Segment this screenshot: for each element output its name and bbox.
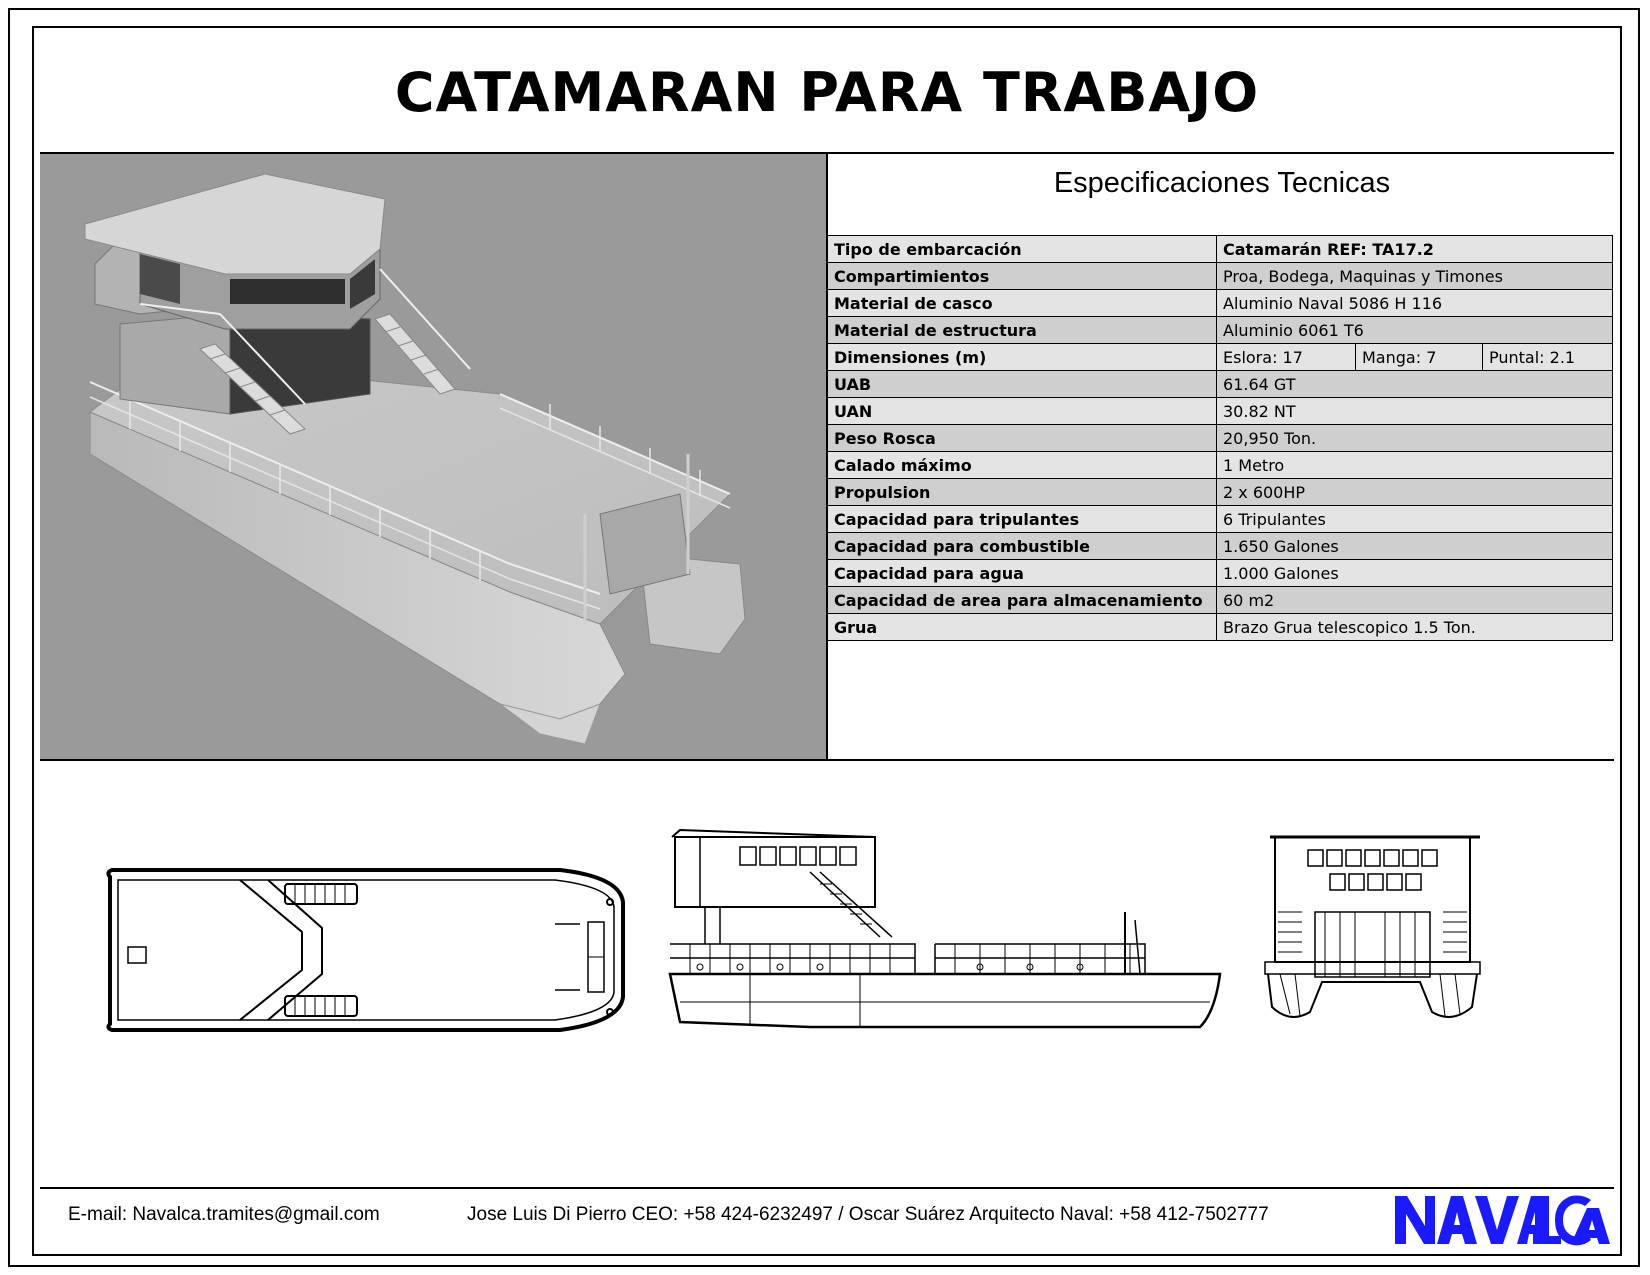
spec-value: 1 Metro	[1217, 452, 1613, 479]
spec-value: Catamarán REF: TA17.2	[1217, 236, 1613, 263]
spec-value: Aluminio 6061 T6	[1217, 317, 1613, 344]
table-row	[828, 344, 1613, 371]
spec-label: Propulsion	[828, 479, 1217, 506]
puntal-value: Puntal: 2.1	[1489, 347, 1576, 367]
footer-divider	[40, 1187, 1614, 1189]
table-row	[828, 452, 1613, 479]
spec-value: 1.650 Galones	[1217, 533, 1613, 560]
spec-label: Calado máximo	[828, 452, 1217, 479]
navalca-logo	[1395, 1194, 1610, 1246]
navalca-logo-image	[1395, 1194, 1610, 1246]
table-row	[828, 398, 1613, 425]
spec-label: Grua	[828, 614, 1217, 641]
table-row	[828, 614, 1613, 641]
spec-value: Aluminio Naval 5086 H 116	[1217, 290, 1613, 317]
specs-table	[827, 235, 1613, 641]
spec-value: 2 x 600HP	[1217, 479, 1613, 506]
spec-label: Material de estructura	[828, 317, 1217, 344]
table-row	[828, 317, 1613, 344]
spec-value: Brazo Grua telescopico 1.5 Ton.	[1217, 614, 1613, 641]
manga-value: Manga: 7	[1356, 344, 1483, 370]
spec-value: 20,950 Ton.	[1217, 425, 1613, 452]
table-row	[828, 236, 1613, 263]
page-title: CATAMARAN PARA TRABAJO	[394, 60, 1260, 124]
catamaran-3d-image	[40, 154, 826, 759]
table-row	[828, 371, 1613, 398]
table-row	[828, 560, 1613, 587]
drawings-svg	[40, 762, 1614, 1187]
plan-view-drawing	[108, 870, 623, 1030]
spec-label: UAN	[828, 398, 1217, 425]
spec-value: 61.64 GT	[1217, 371, 1613, 398]
specs-heading: Especificaciones Tecnicas	[1053, 166, 1391, 199]
table-row	[828, 479, 1613, 506]
spec-label: Capacidad de area para almacenamiento	[828, 587, 1217, 614]
spec-label: Tipo de embarcación	[828, 236, 1217, 263]
spec-label: Capacidad para agua	[828, 560, 1217, 587]
front-view-drawing	[1265, 837, 1480, 1017]
footer-email: E-mail: Navalca.tramites@gmail.com	[68, 1204, 380, 1225]
spec-value: 6 Tripulantes	[1217, 506, 1613, 533]
table-row	[828, 506, 1613, 533]
spec-label: UAB	[828, 371, 1217, 398]
technical-drawings	[40, 762, 1614, 1187]
table-row	[828, 290, 1613, 317]
spec-value: Proa, Bodega, Maquinas y Timones	[1217, 263, 1613, 290]
table-row	[828, 587, 1613, 614]
side-profile-drawing	[670, 830, 1220, 1027]
spec-value: 30.82 NT	[1217, 398, 1613, 425]
spec-value: 60 m2	[1217, 587, 1613, 614]
spec-label: Material de casco	[828, 290, 1217, 317]
spec-label: Compartimientos	[828, 263, 1217, 290]
footer-contacts: Jose Luis Di Pierro CEO: +58 424-6232497 / Oscar Suárez Arquitecto Naval: +58 412-7502777	[467, 1204, 1269, 1225]
table-row	[828, 425, 1613, 452]
spec-label: Peso Rosca	[828, 425, 1217, 452]
spec-value: 1.000 Galones	[1217, 560, 1613, 587]
table-row	[828, 263, 1613, 290]
catamaran-render	[40, 154, 826, 759]
eslora-value: Eslora: 17	[1217, 344, 1356, 370]
spec-label: Dimensiones (m)	[828, 344, 1217, 371]
dimensions-cell	[1217, 344, 1613, 371]
spec-label: Capacidad para tripulantes	[828, 506, 1217, 533]
table-row	[828, 533, 1613, 560]
spec-label: Capacidad para combustible	[828, 533, 1217, 560]
